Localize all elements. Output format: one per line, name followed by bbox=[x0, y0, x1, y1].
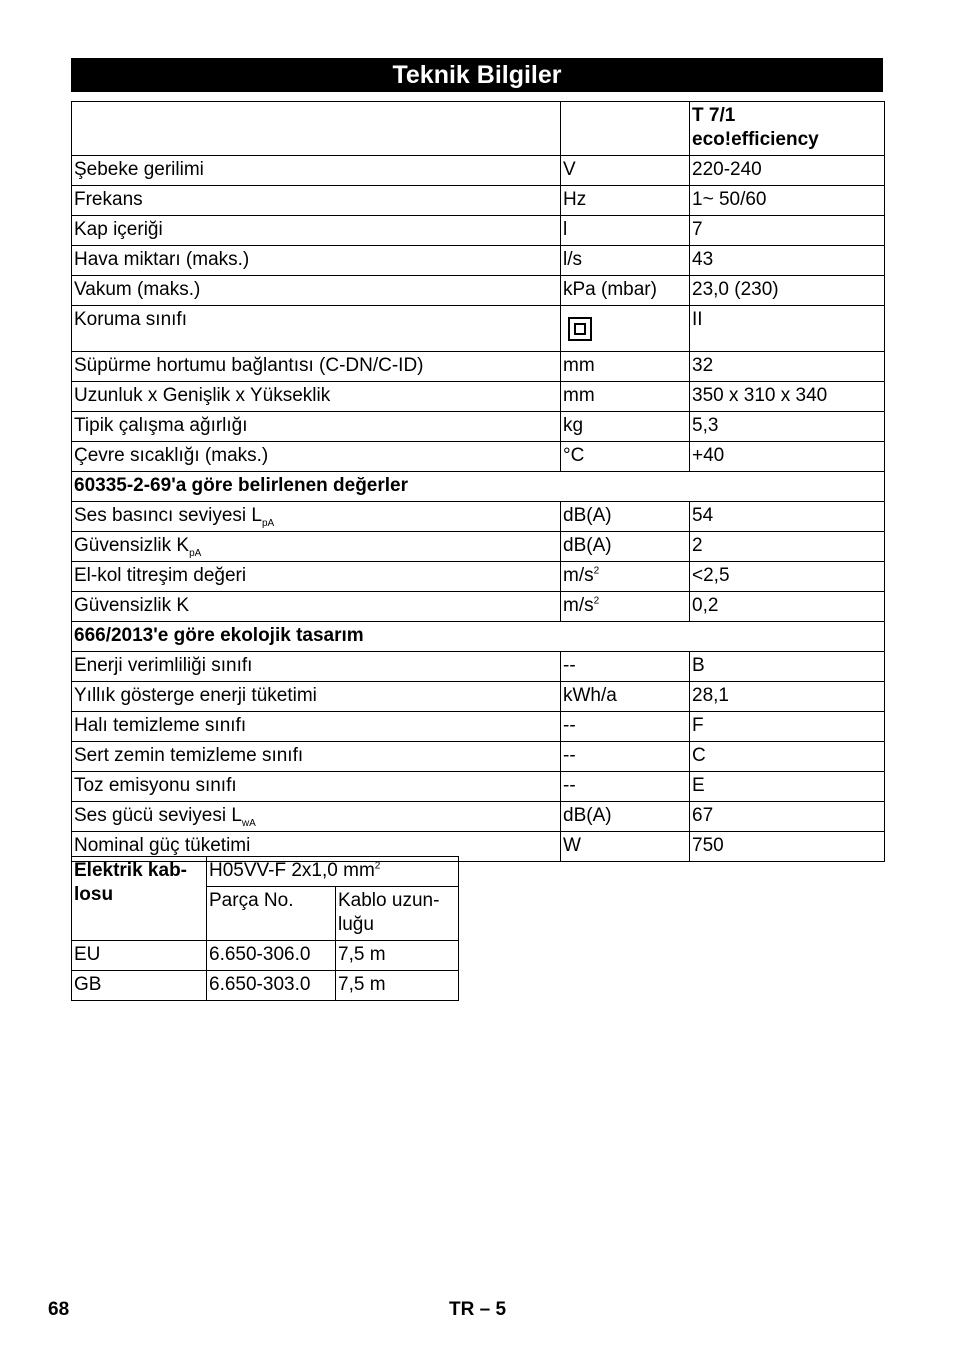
page-number: 68 bbox=[48, 1299, 70, 1320]
cable-length: 7,5 m bbox=[336, 971, 459, 1001]
row-value: 23,0 (230) bbox=[690, 276, 885, 306]
row-label: El-kol titreşim değeri bbox=[72, 562, 561, 592]
row-unit: Hz bbox=[561, 186, 690, 216]
row-unit: l/s bbox=[561, 246, 690, 276]
row-value: 220-240 bbox=[690, 156, 885, 186]
row-label: Tipik çalışma ağırlığı bbox=[72, 412, 561, 442]
row-label-subscript: pA bbox=[261, 517, 275, 529]
row-value: II bbox=[690, 306, 885, 352]
row-value: 350 x 310 x 340 bbox=[690, 382, 885, 412]
row-label: Enerji verimliliği sınıfı bbox=[72, 652, 561, 682]
row-value: 54 bbox=[690, 502, 885, 532]
spec-header-empty-unit bbox=[561, 102, 690, 156]
row-unit bbox=[561, 592, 690, 622]
column-header-part: Parça No. bbox=[207, 887, 336, 941]
row-unit: dB(A) bbox=[561, 802, 690, 832]
row-value: +40 bbox=[690, 442, 885, 472]
row-unit: -- bbox=[561, 772, 690, 802]
row-unit-superscript: 2 bbox=[593, 565, 600, 577]
row-unit: W bbox=[561, 832, 690, 862]
cable-region: GB bbox=[72, 971, 207, 1001]
table-row bbox=[72, 306, 885, 352]
table-row bbox=[72, 276, 885, 306]
table-row bbox=[72, 941, 459, 971]
row-label: Sert zemin temizleme sınıfı bbox=[72, 742, 561, 772]
row-unit: kPa (mbar) bbox=[561, 276, 690, 306]
row-value: 5,3 bbox=[690, 412, 885, 442]
row-label bbox=[72, 502, 561, 532]
table-row bbox=[72, 352, 885, 382]
row-unit-text: m/s bbox=[563, 565, 594, 586]
row-value: C bbox=[690, 742, 885, 772]
row-label: Nominal güç tüketimi bbox=[72, 832, 561, 862]
row-label: Yıllık gösterge enerji tüketimi bbox=[72, 682, 561, 712]
row-value: 7 bbox=[690, 216, 885, 246]
row-value: 750 bbox=[690, 832, 885, 862]
table-row bbox=[72, 412, 885, 442]
row-unit-text: m/s bbox=[563, 595, 594, 616]
table-row bbox=[72, 502, 885, 532]
cable-type-text: H05VV-F 2x1,0 mm bbox=[209, 860, 375, 881]
row-label: Kap içeriği bbox=[72, 216, 561, 246]
table-row bbox=[72, 592, 885, 622]
cable-length: 7,5 m bbox=[336, 941, 459, 971]
row-label: Uzunluk x Genişlik x Yükseklik bbox=[72, 382, 561, 412]
row-value: E bbox=[690, 772, 885, 802]
row-label bbox=[72, 802, 561, 832]
row-label: Koruma sınıfı bbox=[72, 306, 561, 352]
row-label: Frekans bbox=[72, 186, 561, 216]
row-value: 2 bbox=[690, 532, 885, 562]
spec-header-row bbox=[72, 102, 885, 156]
section-heading-iec: 60335-2-69'a göre belirlenen değerler bbox=[72, 472, 885, 502]
row-unit: l bbox=[561, 216, 690, 246]
row-unit: °C bbox=[561, 442, 690, 472]
row-value: 1~ 50/60 bbox=[690, 186, 885, 216]
spec-header-empty bbox=[72, 102, 561, 156]
row-value: F bbox=[690, 712, 885, 742]
cable-heading-line2: losu bbox=[74, 884, 114, 905]
row-unit bbox=[561, 562, 690, 592]
column-header-length-line1: Kablo uzun- bbox=[338, 890, 440, 911]
model-variant: eco!efficiency bbox=[692, 129, 819, 150]
table-row bbox=[72, 186, 885, 216]
row-unit: dB(A) bbox=[561, 532, 690, 562]
row-value: 32 bbox=[690, 352, 885, 382]
row-value: 0,2 bbox=[690, 592, 885, 622]
row-label-text: Ses gücü seviyesi L bbox=[74, 805, 242, 826]
row-label bbox=[72, 532, 561, 562]
page-title: Teknik Bilgiler bbox=[71, 58, 883, 92]
table-row bbox=[72, 246, 885, 276]
table-row bbox=[72, 156, 885, 186]
section-heading-row bbox=[72, 622, 885, 652]
protection-class-ii-icon bbox=[568, 317, 592, 341]
row-unit-superscript: 2 bbox=[593, 595, 600, 607]
row-label: Hava miktarı (maks.) bbox=[72, 246, 561, 276]
row-label: Halı temizleme sınıfı bbox=[72, 712, 561, 742]
table-row bbox=[72, 562, 885, 592]
row-label-subscript: wA bbox=[241, 817, 256, 829]
column-header-length-line2: luğu bbox=[338, 914, 374, 935]
cable-heading-line1: Elektrik kab- bbox=[74, 860, 187, 881]
table-row bbox=[72, 971, 459, 1001]
row-value: 67 bbox=[690, 802, 885, 832]
table-row bbox=[72, 712, 885, 742]
row-unit: -- bbox=[561, 712, 690, 742]
cable-heading bbox=[72, 857, 207, 941]
cable-part-number: 6.650-303.0 bbox=[207, 971, 336, 1001]
table-row bbox=[72, 382, 885, 412]
row-label: Çevre sıcaklığı (maks.) bbox=[72, 442, 561, 472]
table-row bbox=[72, 216, 885, 246]
row-value: B bbox=[690, 652, 885, 682]
table-row bbox=[72, 682, 885, 712]
section-heading-row bbox=[72, 472, 885, 502]
model-header bbox=[690, 102, 885, 156]
row-unit: -- bbox=[561, 652, 690, 682]
language-page-label: TR – 5 bbox=[449, 1299, 507, 1320]
row-value: 43 bbox=[690, 246, 885, 276]
column-header-length bbox=[336, 887, 459, 941]
row-value: 28,1 bbox=[690, 682, 885, 712]
row-label: Şebeke gerilimi bbox=[72, 156, 561, 186]
row-label-text: Ses basıncı seviyesi L bbox=[74, 505, 262, 526]
row-label: Vakum (maks.) bbox=[72, 276, 561, 306]
row-unit: -- bbox=[561, 742, 690, 772]
section-heading-ecodesign: 666/2013'e göre ekolojik tasarım bbox=[72, 622, 885, 652]
table-row bbox=[72, 442, 885, 472]
table-row bbox=[72, 532, 885, 562]
row-unit: kg bbox=[561, 412, 690, 442]
cable-type-superscript: 2 bbox=[374, 860, 381, 872]
row-unit: V bbox=[561, 156, 690, 186]
model-name: T 7/1 bbox=[692, 105, 736, 126]
row-label: Süpürme hortumu bağlantısı (C-DN/C-ID) bbox=[72, 352, 561, 382]
row-label: Güvensizlik K bbox=[72, 592, 561, 622]
row-unit bbox=[561, 306, 690, 352]
row-value: <2,5 bbox=[690, 562, 885, 592]
row-label: Toz emisyonu sınıfı bbox=[72, 772, 561, 802]
row-label-text: Güvensizlik K bbox=[74, 535, 190, 556]
row-unit: mm bbox=[561, 352, 690, 382]
table-row bbox=[72, 772, 885, 802]
cable-type-row bbox=[72, 857, 459, 887]
table-row bbox=[72, 802, 885, 832]
cable-type bbox=[207, 857, 459, 887]
row-unit: dB(A) bbox=[561, 502, 690, 532]
row-unit: kWh/a bbox=[561, 682, 690, 712]
row-unit: mm bbox=[561, 382, 690, 412]
row-label-subscript: pA bbox=[189, 547, 202, 559]
cable-table bbox=[71, 856, 459, 1001]
cable-region: EU bbox=[72, 941, 207, 971]
cable-part-number: 6.650-306.0 bbox=[207, 941, 336, 971]
table-row bbox=[72, 652, 885, 682]
spec-table bbox=[71, 101, 885, 862]
table-row bbox=[72, 742, 885, 772]
